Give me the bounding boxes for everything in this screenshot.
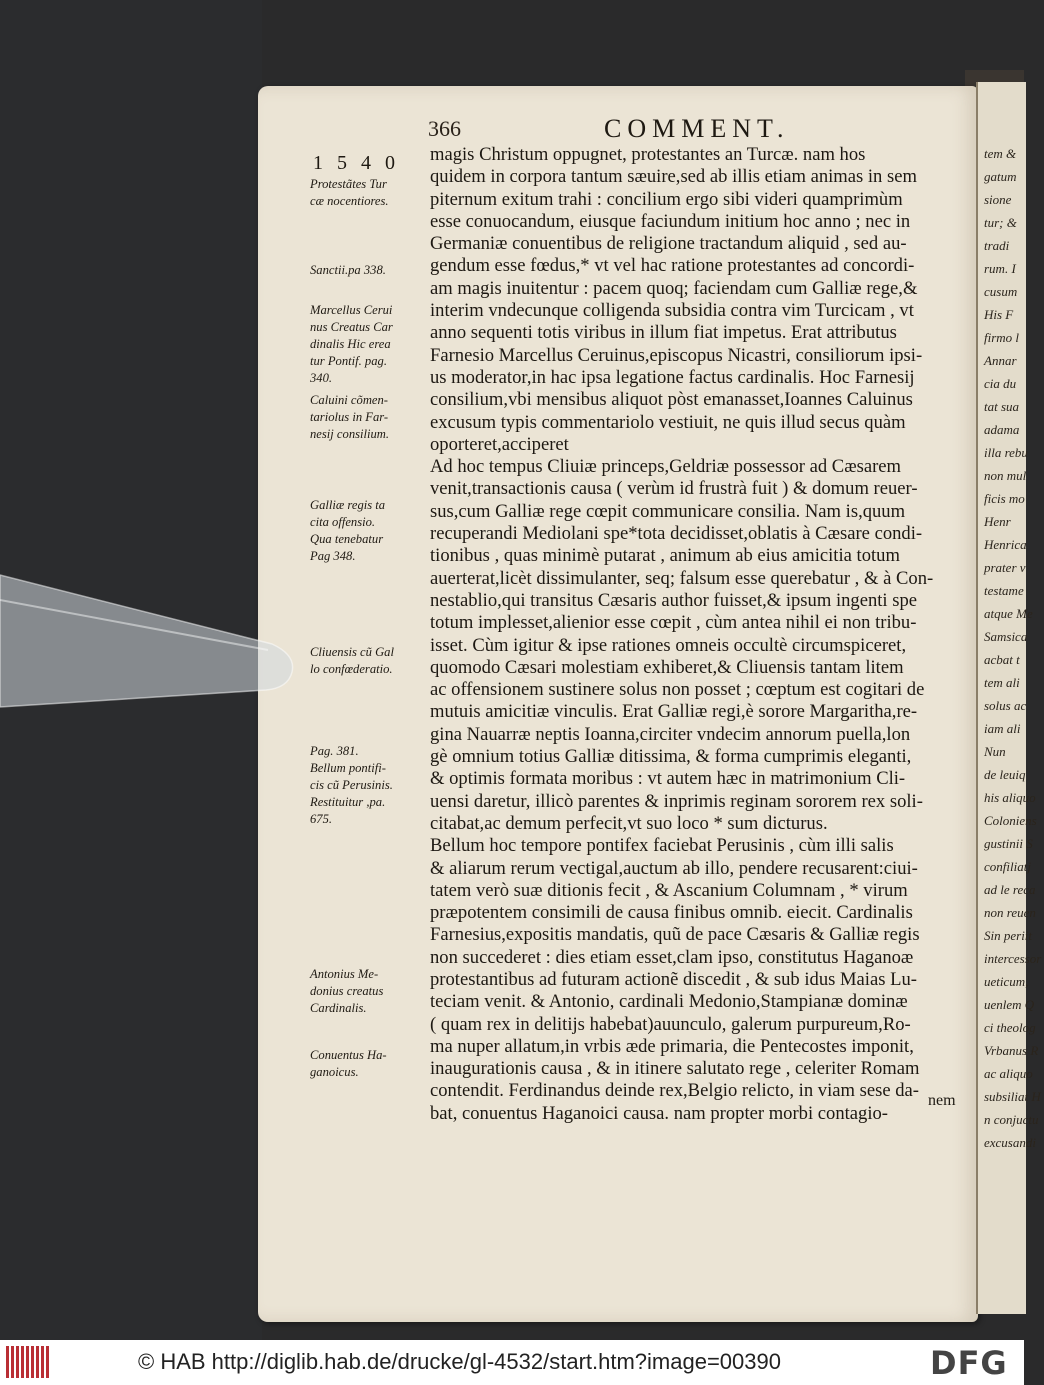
text-line: gina Nauarræ neptis Ioanna,circiter vndecim annorum puella,lon (430, 723, 911, 745)
margin-note-line: Protestãtes Tur (310, 177, 387, 191)
margin-note-line: donius creatus (310, 984, 384, 998)
facing-page-fragment: tat sua (984, 399, 1020, 414)
margin-note-line: 340. (310, 371, 333, 385)
margin-note-line: Marcellus Cerui (310, 303, 393, 317)
facing-page-fragment: Nun (984, 744, 1006, 759)
text-line: recuperandi Mediolani spe*tota decidisset,oblatis à Cæsare condi- (430, 523, 923, 545)
facing-page-fragment: excusandi (984, 1135, 1036, 1150)
text-line: piternum exitum trahi : concilium ergo sibi videri quamprimùm (430, 188, 903, 210)
main-text-block (430, 144, 946, 1125)
text-line: quomodo Cæsari molestiam exhiberet,& Cliuensis tantam litem (430, 656, 904, 678)
facing-page-fragment: rum. I (984, 261, 1016, 276)
margin-note (310, 392, 428, 443)
facing-page-text (984, 142, 1044, 1154)
margin-note-line: Antonius Me- (310, 967, 379, 981)
facing-page-fragment: gustinii S (984, 836, 1033, 851)
page-number: 366 (428, 116, 461, 141)
text-line: protestantibus ad futuram actionẽ discedit , & sub idus Maias Lu- (430, 968, 917, 990)
facing-page-fragment: tur; & (984, 215, 1017, 230)
margin-note-line: nus Creatus Car (310, 320, 393, 334)
facing-page-fragment: Annar (984, 353, 1017, 368)
margin-note-line: Pag 348. (310, 549, 356, 563)
facing-page-fragment: subsiliat H (984, 1089, 1041, 1104)
facing-page-fragment: non mul (984, 468, 1027, 483)
facing-page-fragment: acbat t (984, 652, 1020, 667)
facing-page-fragment: tradi (984, 238, 1010, 253)
facing-page-fragment: atque Me (984, 606, 1033, 621)
facing-page-fragment: sione (984, 192, 1012, 207)
facing-page-fragment: firmo l (984, 330, 1020, 345)
background-left (0, 0, 262, 1340)
margin-note-line: ganoicus. (310, 1065, 359, 1079)
text-line: interim vndecunque colligenda subsidia contra vim Turcicam , vt (430, 300, 914, 322)
facing-page-fragment: ficis mo (984, 491, 1025, 506)
margin-note-line: 675. (310, 812, 333, 826)
facing-page-fragment: prater v (984, 560, 1026, 575)
facing-page-fragment: cusum (984, 284, 1018, 299)
text-line: ac offensionem sustinere solus non posset ; cœptum est cogitari de (430, 679, 925, 701)
text-line: gè omnium totius Galliæ ditissima, & forma cumprimis eleganti, (430, 746, 912, 768)
text-line: us moderator,in hac ipsa legatione factus cardinalis. Hoc Farnesij (430, 366, 915, 388)
text-line: Ad hoc tempus Cliuiæ princeps,Geldriæ possessor ad Cæsarem (430, 456, 901, 478)
facing-page-fragment: Henrica (984, 537, 1027, 552)
text-line: inaugurationis causa , & in itinere salutato rege , celeriter Romam (430, 1058, 920, 1080)
running-head: COMMENT. (604, 114, 790, 143)
text-line: Farnesio Marcellus Ceruinus,episcopus Nicastri, consiliorum ipsi- (430, 344, 923, 366)
facing-page-fragment: ad le reca (984, 882, 1036, 897)
text-line: venit,transactionis causa ( verùm id frustrà fuit ) & domum reuer- (430, 478, 918, 500)
text-line: excusum typis commentariolo vestiuit, ne quis illud secus quàm (430, 411, 906, 433)
facing-page-fragment: uenlem Q (984, 997, 1035, 1012)
margin-note-line: Bellum pontifi- (310, 761, 386, 775)
facing-page-fragment: non reuen (984, 905, 1036, 920)
margin-note-line: nesij consilium. (310, 427, 390, 441)
margin-note (310, 1047, 428, 1081)
facing-page-fragment: Henr (984, 514, 1011, 529)
text-line: Bellum hoc tempore pontifex faciebat Perusinis , cùm illi salis (430, 835, 894, 857)
text-line: totum implesset,alienior esse cœpit , cùm antea nihil ei non tribu- (430, 612, 917, 634)
margin-note-line: Conuentus Ha- (310, 1048, 387, 1062)
margin-note (310, 497, 428, 565)
text-line: consilium,vbi mensibus aliquot pòst emanasset,Ioannes Caluinus (430, 389, 913, 411)
text-line: anno sequenti totis viribus in illum fiat impetus. Erat attributus (430, 322, 897, 344)
margin-note (310, 262, 428, 279)
facing-page-fragment: ci theolog (984, 1020, 1036, 1035)
year-marker: 1540 (313, 152, 409, 174)
facing-page-fragment: cia du (984, 376, 1017, 391)
facing-page-fragment: gatum (984, 169, 1017, 184)
text-line: quidem in corpora tantum sæuire,sed ab illis etiam animas in sem (430, 166, 917, 188)
dfg-logo: DFG (930, 1344, 1008, 1382)
margin-note-line: Sanctii.pa 338. (310, 263, 386, 277)
margin-note-line: Cliuensis cũ Gal (310, 645, 394, 659)
margin-note-line: dinalis Hic erea (310, 337, 391, 351)
text-line: tionibus , quas minimè putarat , animum ab eius amicitia totum (430, 545, 900, 567)
text-line: magis Christum oppugnet, protestantes an Turcæ. nam hos (430, 144, 866, 165)
copyright-link[interactable]: © HAB http://diglib.hab.de/drucke/gl-4532/start.htm?image=00390 (138, 1349, 781, 1374)
facing-page-fragment: Coloniens (984, 813, 1037, 828)
facing-page-fragment: ac aliquo (984, 1066, 1033, 1081)
margin-note (310, 743, 428, 828)
text-line: Germaniæ conuentibus de religione tractandum aliquid , sed au- (430, 233, 907, 255)
facing-page-fragment: Vrbanus R (984, 1043, 1039, 1058)
facing-page-fragment: His F (984, 307, 1014, 322)
text-line: am magis inuitentur : pacem quoq; faciendam cum Galliæ rege,& (430, 277, 918, 299)
facing-page-fragment: Samsica (984, 629, 1028, 644)
text-line: teciam venit. & Antonio, cardinali Medonio,Stampianæ dominæ (430, 991, 908, 1013)
margin-note-line: cæ nocentiores. (310, 194, 389, 208)
text-line: sus,cum Galliæ rege cœpit communicare consilia. Nam is,quum (430, 500, 906, 522)
text-line: citabat,ac demum perfecit,vt suo loco * sum dicturus. (430, 812, 828, 834)
text-line: gendum esse fœdus,* vt vel hac ratione protestantes ad concordi- (430, 255, 915, 277)
facing-page-fragment: iam ali (984, 721, 1021, 736)
text-line: ma nuper allatum,in vrbis æde primaria, die Pentecostes imponit, (430, 1035, 914, 1057)
facing-page-fragment: tem ali (984, 675, 1020, 690)
margin-note-line: lo confœderatio. (310, 662, 393, 676)
facing-page-fragment: intercessor (984, 951, 1042, 966)
text-line: nestablio,qui transitus Cæsaris author fuisset,& ipsum ingenti spe (430, 589, 918, 611)
text-line: tatem verò suæ ditionis fecit , & Ascanium Columnam , * virum (430, 879, 908, 901)
margin-note-line: tur Pontif. pag. (310, 354, 387, 368)
text-line: & optimis formata moribus : vt autem hæc in matrimonium Cli- (430, 768, 906, 790)
footer-bar (0, 1340, 1024, 1385)
margin-note-line: Cardinalis. (310, 1001, 367, 1015)
text-line: non succederet : dies etiam esset,clam ipso, constitutus Haganoæ (430, 946, 914, 968)
margin-note-line: Galliæ regis ta (310, 498, 386, 512)
text-line: auerterat,licèt dissimulanter, seq; falsum esse querebatur , & à Con- (430, 567, 934, 589)
hab-logo-icon (6, 1346, 54, 1378)
text-line: ( quam rex in delitijs habebat)auunculo, galerum purpureum,Ro- (430, 1013, 911, 1035)
facing-page-fragment: his aliquo (984, 790, 1036, 805)
text-line: isset. Cùm igitur & ipse rationes omneis occultè circumspiceret, (430, 634, 907, 656)
margin-note-line: Restituitur ,pa. (310, 795, 386, 809)
facing-page-fragment: de leuiq (984, 767, 1026, 782)
facing-page-fragment: solus ac (984, 698, 1027, 713)
margin-note (310, 644, 428, 678)
facing-page-fragment: Sin periit (984, 928, 1033, 943)
margin-note-line: cita offensio. (310, 515, 376, 529)
text-line: esse conuocandum, eiusque faciundum initium hoc anno ; nec in (430, 210, 911, 232)
margin-note-line: tariolus in Far- (310, 410, 389, 424)
facing-page-edge (976, 82, 1042, 1314)
facing-page-fragment: testame (984, 583, 1024, 598)
margin-note-line: Pag. 381. (310, 744, 359, 758)
text-line: præpotentem consimili de causa finibus omnib. eiecit. Cardinalis (430, 902, 913, 924)
facing-page-fragment: confiliatj (984, 859, 1031, 874)
catchword: nem (928, 1092, 956, 1109)
text-line: & aliarum rerum vectigal,auctum ab illo, pendere recusarent:ciui- (430, 857, 918, 879)
text-line: oporteret,acciperet (430, 433, 569, 455)
text-line: bat, conuentus Haganoici causa. nam propter morbi contagio- (430, 1102, 888, 1124)
facing-page-fragment: ueticum, (984, 974, 1029, 989)
facing-page-fragment: n conjuctu (984, 1112, 1039, 1127)
text-line: Farnesius,expositis mandatis, quũ de pace Cæsaris & Galliæ regis (430, 924, 920, 946)
facing-page-fragment: illa rebu (984, 445, 1028, 460)
margin-note-line: Qua tenebatur (310, 532, 384, 546)
facing-page-fragment: adama (984, 422, 1020, 437)
margin-note-line: cis cũ Perusinis. (310, 778, 393, 792)
text-line: mutuis amicitiæ vinculis. Erat Galliæ regi,è sorore Margaritha,re- (430, 701, 918, 723)
margin-note (310, 302, 428, 387)
margin-note (310, 176, 428, 210)
text-line: uensi daretur, illicò parentes & inprimis reginam sororem rex soli- (430, 790, 923, 812)
margin-note (310, 966, 428, 1017)
margin-note-line: Caluini cõmen- (310, 393, 388, 407)
text-line: contendit. Ferdinandus deinde rex,Belgio relicto, in viam sese da- (430, 1080, 919, 1102)
facing-page-fragment: tem & (984, 146, 1017, 161)
